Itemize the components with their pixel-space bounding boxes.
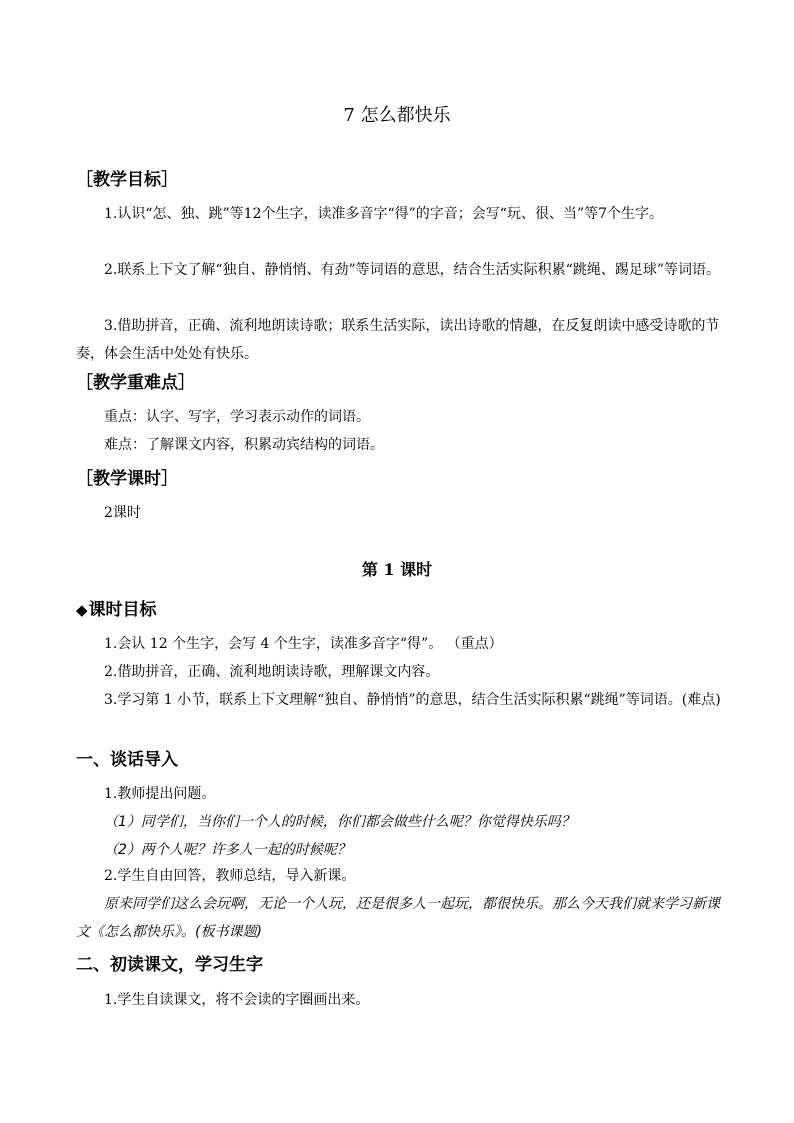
diamond-bullet-icon: ◆ (76, 601, 88, 619)
part-1-question-1: （1）同学们，当你们一个人的时候，你们都会做些什么呢？你觉得快乐吗？ (104, 814, 575, 830)
class-hours-heading: ［教学课时］ (76, 469, 178, 489)
part-2-heading: 二、初读课文，学习生字 (76, 955, 263, 975)
lesson-goal-3: 3.学习第 1 小节，联系上下文理解“独自、静悄悄”的意思，结合生活实际积累“跳绳”等词语。(难点) (104, 692, 721, 708)
part-1-question-2: （2）两个人呢？许多人一起的时候呢？ (104, 842, 351, 858)
lesson-goals-heading-text: 课时目标 (88, 600, 157, 620)
teaching-goal-3: 3.借助拼音，正确、流利地朗读诗歌；联系生活实际，读出诗歌的情趣，在反复朗读中感受诗歌的节奏，体会生活中处处有快乐。 (76, 318, 720, 362)
key-points-heading: ［教学重难点］ (76, 373, 195, 393)
part-2-step-1: 1.学生自读课文，将不会读的字圈画出来。 (104, 992, 370, 1008)
teaching-goal-2: 2.联系上下文了解“独自、静悄悄、有劲”等词语的意思，结合生活实际积累“跳绳、踢足球”等词语。 (104, 262, 720, 278)
class-hours-value: 2课时 (104, 505, 141, 521)
part-1-heading: 一、谈话导入 (76, 750, 178, 770)
lesson-title: 7 怎么都快乐 (343, 105, 451, 126)
lesson-goal-2: 2.借助拼音，正确、流利地朗读诗歌，理解课文内容。 (104, 664, 440, 680)
part-1-step-2: 2.学生自由回答，教师总结，导入新课。 (104, 868, 356, 884)
lesson-1-title: 第 1 课时 (361, 560, 433, 579)
key-point: 重点：认字、写字，学习表示动作的词语。 (104, 409, 370, 425)
part-1-summary: 原来同学们这么会玩啊，无论一个人玩，还是很多人一起玩，都很快乐。那么今天我们就来学习新课文《怎么都快乐》。(板书课题) (76, 896, 720, 940)
difficult-point: 难点：了解课文内容，积累动宾结构的词语。 (104, 437, 384, 453)
teaching-goals-heading: ［教学目标］ (76, 170, 178, 190)
part-1-step-1: 1.教师提出问题。 (104, 786, 216, 802)
lesson-goals-heading (76, 598, 157, 622)
lesson-goal-1: 1.会认 12 个生字，会写 4 个生字，读准多音字“得”。 （重点） (104, 636, 503, 652)
teaching-goal-1: 1.认识“怎、独、跳”等12个生字，读准多音字“得”的字音；会写“玩、很、当”等7个生字。 (104, 206, 664, 222)
